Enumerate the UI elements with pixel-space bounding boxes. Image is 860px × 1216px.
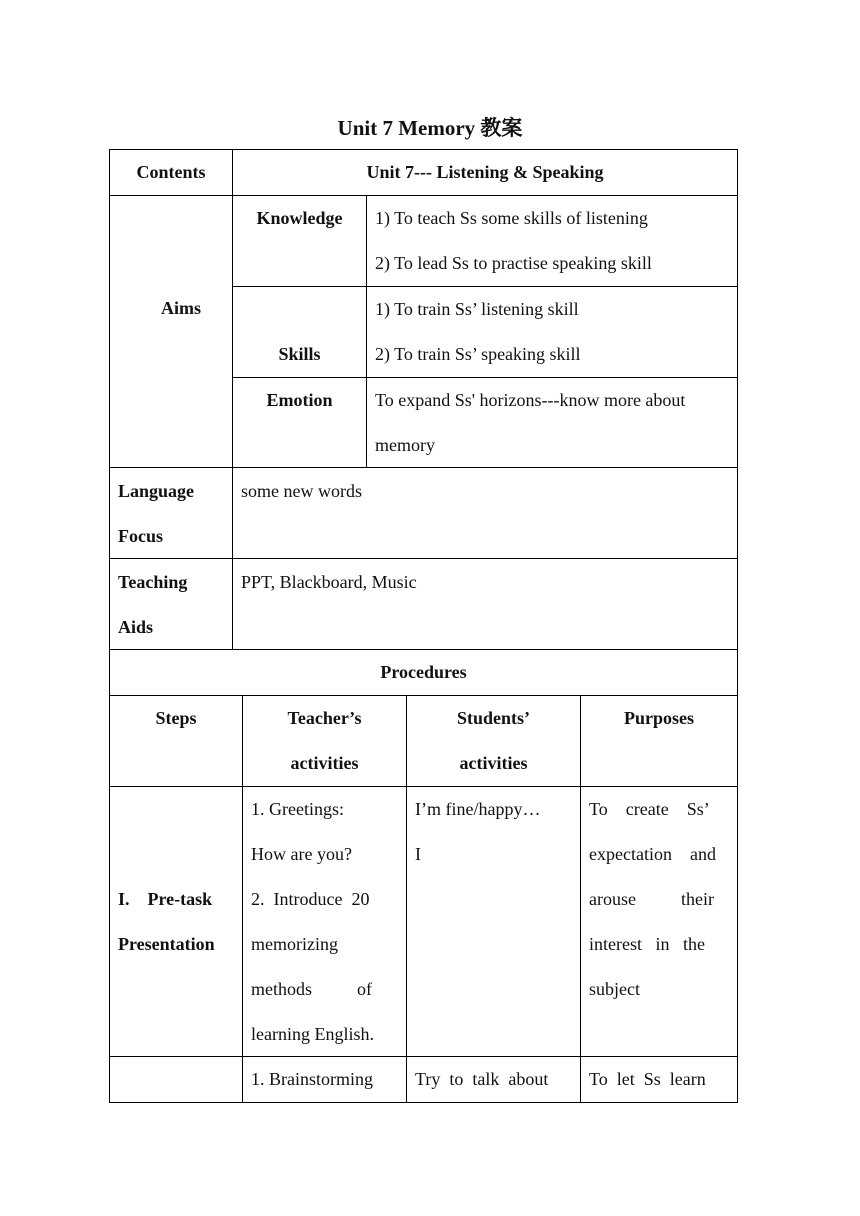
students-line: Try to talk about [415, 1069, 549, 1089]
teacher-activities-header [243, 696, 406, 786]
skills-text [367, 287, 737, 377]
label-line: Aids [118, 617, 154, 637]
purpose-line: arouse their [589, 889, 714, 909]
purpose-cell [581, 787, 737, 1012]
skills-line: 1) To train Ss’ listening skill [375, 299, 579, 319]
knowledge-label: Knowledge [256, 208, 343, 228]
teacher-line: How are you? [251, 844, 352, 864]
step-line: I. Pre-task [118, 889, 213, 909]
students-line: I’m fine/happy… [415, 799, 541, 819]
document-title: Unit 7 Memory 教案 [337, 116, 523, 140]
teacher-activity-cell [243, 1057, 406, 1102]
knowledge-line: 2) To lead Ss to practise speaking skill [375, 253, 652, 273]
header-line: Students’ [456, 708, 531, 728]
teacher-line: learning English. [251, 1024, 374, 1044]
teacher-line: methods of [251, 979, 372, 999]
teacher-activity-cell [243, 787, 406, 1057]
purposes-header: Purposes [623, 708, 694, 728]
label-line: Teaching [118, 572, 188, 592]
header-line: activities [290, 753, 359, 773]
label-line: Language [118, 481, 195, 501]
skills-line: 2) To train Ss’ speaking skill [375, 344, 581, 364]
language-focus-label [110, 469, 232, 559]
purpose-line: interest in the [589, 934, 705, 954]
students-activity-cell [407, 787, 580, 877]
emotion-line: To expand Ss' horizons---know more about [375, 390, 686, 410]
step-line: Presentation [118, 934, 215, 954]
contents-value: Unit 7--- Listening & Speaking [366, 162, 604, 182]
steps-header: Steps [155, 708, 197, 728]
contents-label: Contents [136, 162, 206, 182]
students-line: I [415, 844, 421, 864]
procedures-heading: Procedures [380, 662, 467, 682]
purpose-line: expectation and [589, 844, 716, 864]
header-line: activities [459, 753, 528, 773]
knowledge-line: 1) To teach Ss some skills of listening [375, 208, 648, 228]
teacher-line: 1. Brainstorming [251, 1069, 373, 1089]
teacher-line: 1. Greetings: [251, 799, 344, 819]
students-activity-cell [407, 1057, 580, 1102]
teaching-aids-label [110, 560, 232, 650]
purpose-line: subject [589, 979, 640, 999]
emotion-line: memory [375, 435, 435, 455]
purpose-line: To let Ss learn [589, 1069, 706, 1089]
language-focus-value: some new words [241, 481, 362, 501]
header-line: Teacher’s [287, 708, 362, 728]
purpose-cell [581, 1057, 737, 1102]
knowledge-text [367, 196, 737, 286]
purpose-line: To create Ss’ [589, 799, 710, 819]
skills-label: Skills [278, 344, 321, 364]
students-activities-header [407, 696, 580, 786]
aims-label: Aims [161, 298, 201, 318]
emotion-text [367, 378, 737, 468]
teacher-line: memorizing [251, 934, 338, 954]
label-line: Focus [118, 526, 163, 546]
step-cell [110, 877, 242, 967]
teacher-line: 2. Introduce 20 [251, 889, 370, 909]
emotion-label: Emotion [266, 390, 333, 410]
teaching-aids-value: PPT, Blackboard, Music [241, 572, 417, 592]
